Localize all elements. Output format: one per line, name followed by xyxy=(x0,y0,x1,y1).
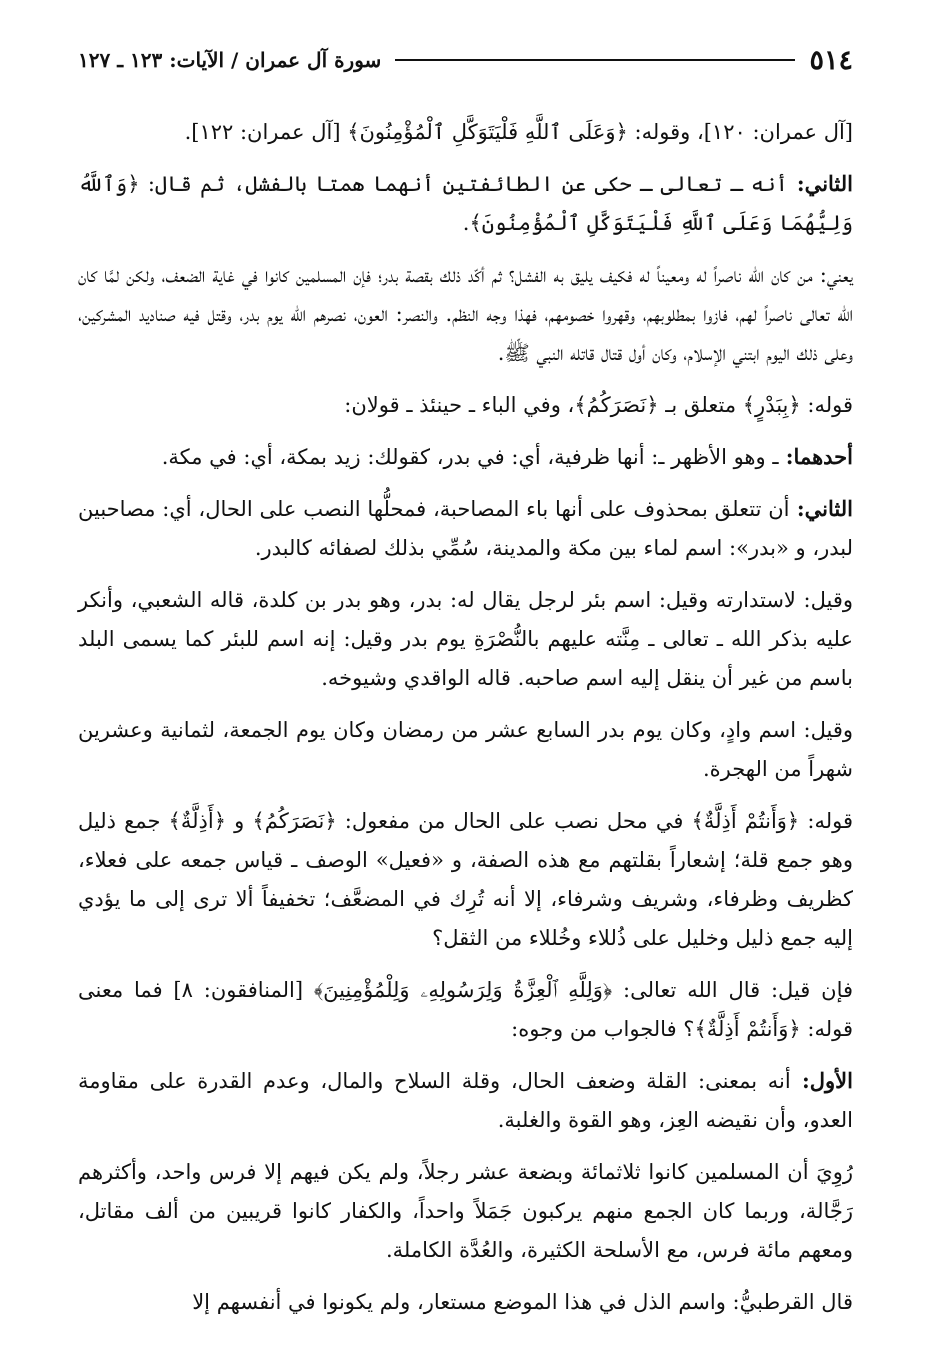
paragraph-text: أنه بمعنى: القلة وضعف الحال، وقلة السلاح والمال، وعدم القدرة على مقاومة العدو، وأن نقيضه العِز، وهو القوة والغلبة. xyxy=(78,1069,853,1132)
paragraph xyxy=(78,1061,853,1140)
paragraph xyxy=(78,710,853,789)
paragraph-text: وقيل: اسم وادٍ، وكان يوم بدر السابع عشر من رمضان وكان يوم الجمعة، لثمانية وعشرين شهراً من الهجرة. xyxy=(78,718,853,781)
paragraph-text: وقيل: لاستدارته وقيل: اسم بئر لرجل يقال له: بدر، وهو بدر بن كلدة، قاله الشعبي، وأنكر عليه بذكر الله ـ تعالى ـ مِنَّته عليهم بالنُّصْرَةِ يوم بدر وقيل: إنه اسم للبئر كما يسمى البلد باسم من غير أن ينقل إليه اسم صاحبه. قاله الواقدي وشيوخه. xyxy=(78,588,853,690)
paragraph-text: قوله: ﴿بِبَدْرٍ﴾ متعلق بـ ﴿نَصَرَكُمُ﴾، وفي الباء ـ حينئذ ـ قولان: xyxy=(344,393,853,417)
header-rule xyxy=(395,59,795,61)
paragraph-lead: الثاني: xyxy=(789,496,853,521)
paragraph xyxy=(78,1282,853,1322)
paragraph xyxy=(78,801,853,958)
paragraph xyxy=(78,580,853,698)
paragraph-lead: أحدهما: xyxy=(778,444,853,469)
paragraph-text: أنه ـ تعالى ـ حكى عن الطائفتين أنهما همتا بالفشل، ثم قال: ﴿وَٱللَّهُ وَلِيُّهُمَا وَعَلَى ٱللَّهِ فَلْيَتَوَكَّلِ ٱلْمُؤْمِنُونَ﴾. xyxy=(78,172,853,235)
paragraph-text: قوله: ﴿وَأَنتُمْ أَذِلَّةٌ﴾ في محل نصب على الحال من مفعول: ﴿نَصَرَكُمُ﴾ و ﴿أَذِلَّةٌ﴾ جمع ذليل وهو جمع قلة؛ إشعاراً بقلتهم مع هذه الصفة، و «فعيل» الوصف ـ قياس جمعه على فعلاء، كظريف وظرفاء، وشريف وشرفاء، إلا أنه تُرِك في المضعَّف؛ تخفيفاً ألا ترى إلى ما يؤدي إليه جمع ذليل وخليل على ذُللاء وخُللاء من الثقل؟ xyxy=(78,809,853,950)
paragraph-text: فإن قيل: قال الله تعالى: ﴿وَلِلَّهِ ٱلْعِزَّةُ وَلِرَسُولِهِۦ وَلِلْمُؤْمِنِينَ﴾ [المنافقون: ٨] فما معنى قوله: ﴿وَأَنتُمْ أَذِلَّةٌ﴾؟ فالجواب من وجوه: xyxy=(78,978,854,1041)
page-header xyxy=(78,38,853,82)
paragraph xyxy=(78,112,853,152)
paragraph-text: قال القرطبيُّ: واسم الذل في هذا الموضع مستعار، ولم يكونوا في أنفسهم إلا xyxy=(192,1290,853,1314)
paragraph-text: رُوِيَ أن المسلمين كانوا ثلاثمائة وبضعة عشر رجلاً، ولم يكن فيهم إلا فرس واحد، وأكثرهم رَجَّالة، وربما كان الجمع منهم يركبون جَمَلاً واحداً، والكفار كانوا قريبين من ألف مقاتل، ومعهم مائة فرس، مع الأسلحة الكثيرة، والعُدَّة الكاملة. xyxy=(78,1160,853,1262)
paragraph xyxy=(78,437,853,477)
paragraph xyxy=(78,1152,853,1270)
paragraph-lead: الأول: xyxy=(790,1068,853,1093)
paragraph xyxy=(78,385,853,425)
paragraph xyxy=(78,255,853,373)
paragraph xyxy=(78,970,853,1049)
page-number: ٥١٤ xyxy=(809,44,853,76)
page-body xyxy=(78,112,853,1322)
paragraph-text: [آل عمران: ١٢٠]، وقوله: ﴿وَعَلَى ٱللَّهِ فَلْيَتَوَكَّلِ ٱلْمُؤْمِنُونَ﴾ [آل عمران: ١٢٢]. xyxy=(184,120,853,144)
surah-title: سورة آل عمران / الآيات: ١٢٣ ـ ١٢٧ xyxy=(78,48,382,72)
paragraph xyxy=(78,489,853,568)
paragraph-text: ـ وهو الأظهر ـ: أنها ظرفية، أي: في بدر، كقولك: زيد بمكة، أي: في مكة. xyxy=(161,445,779,469)
paragraph-lead: الثاني: xyxy=(787,171,854,196)
paragraph xyxy=(78,164,853,243)
paragraph-text: أن تتعلق بمحذوف على أنها باء المصاحبة، فمحلُّها النصب على الحال، أي: مصاحبين لبدر، و «بدر»: اسم لماء بين مكة والمدينة، سُمِّي بذلك لصفائه كالبدر. xyxy=(78,497,853,560)
paragraph-text: يعني: من كان الله ناصراً له ومعيناً له فكيف يليق به الفشل؟ ثم أكّد ذلك بقصة بدر؛ فإن المسلمين كانوا في غاية الضعف، ولكن لمَّا كان الله تعالى ناصراً لهم، فازوا بمطلوبهم، وقهروا خصومهم، فهذا وجه النظم. والنصر: العون، نصرهم الله يوم بدر، وقتل فيه صناديد المشركين، وعلى ذلك اليوم ابتني الإسلام، وكان أول قتال قاتله النبي ﷺ. xyxy=(78,263,853,365)
